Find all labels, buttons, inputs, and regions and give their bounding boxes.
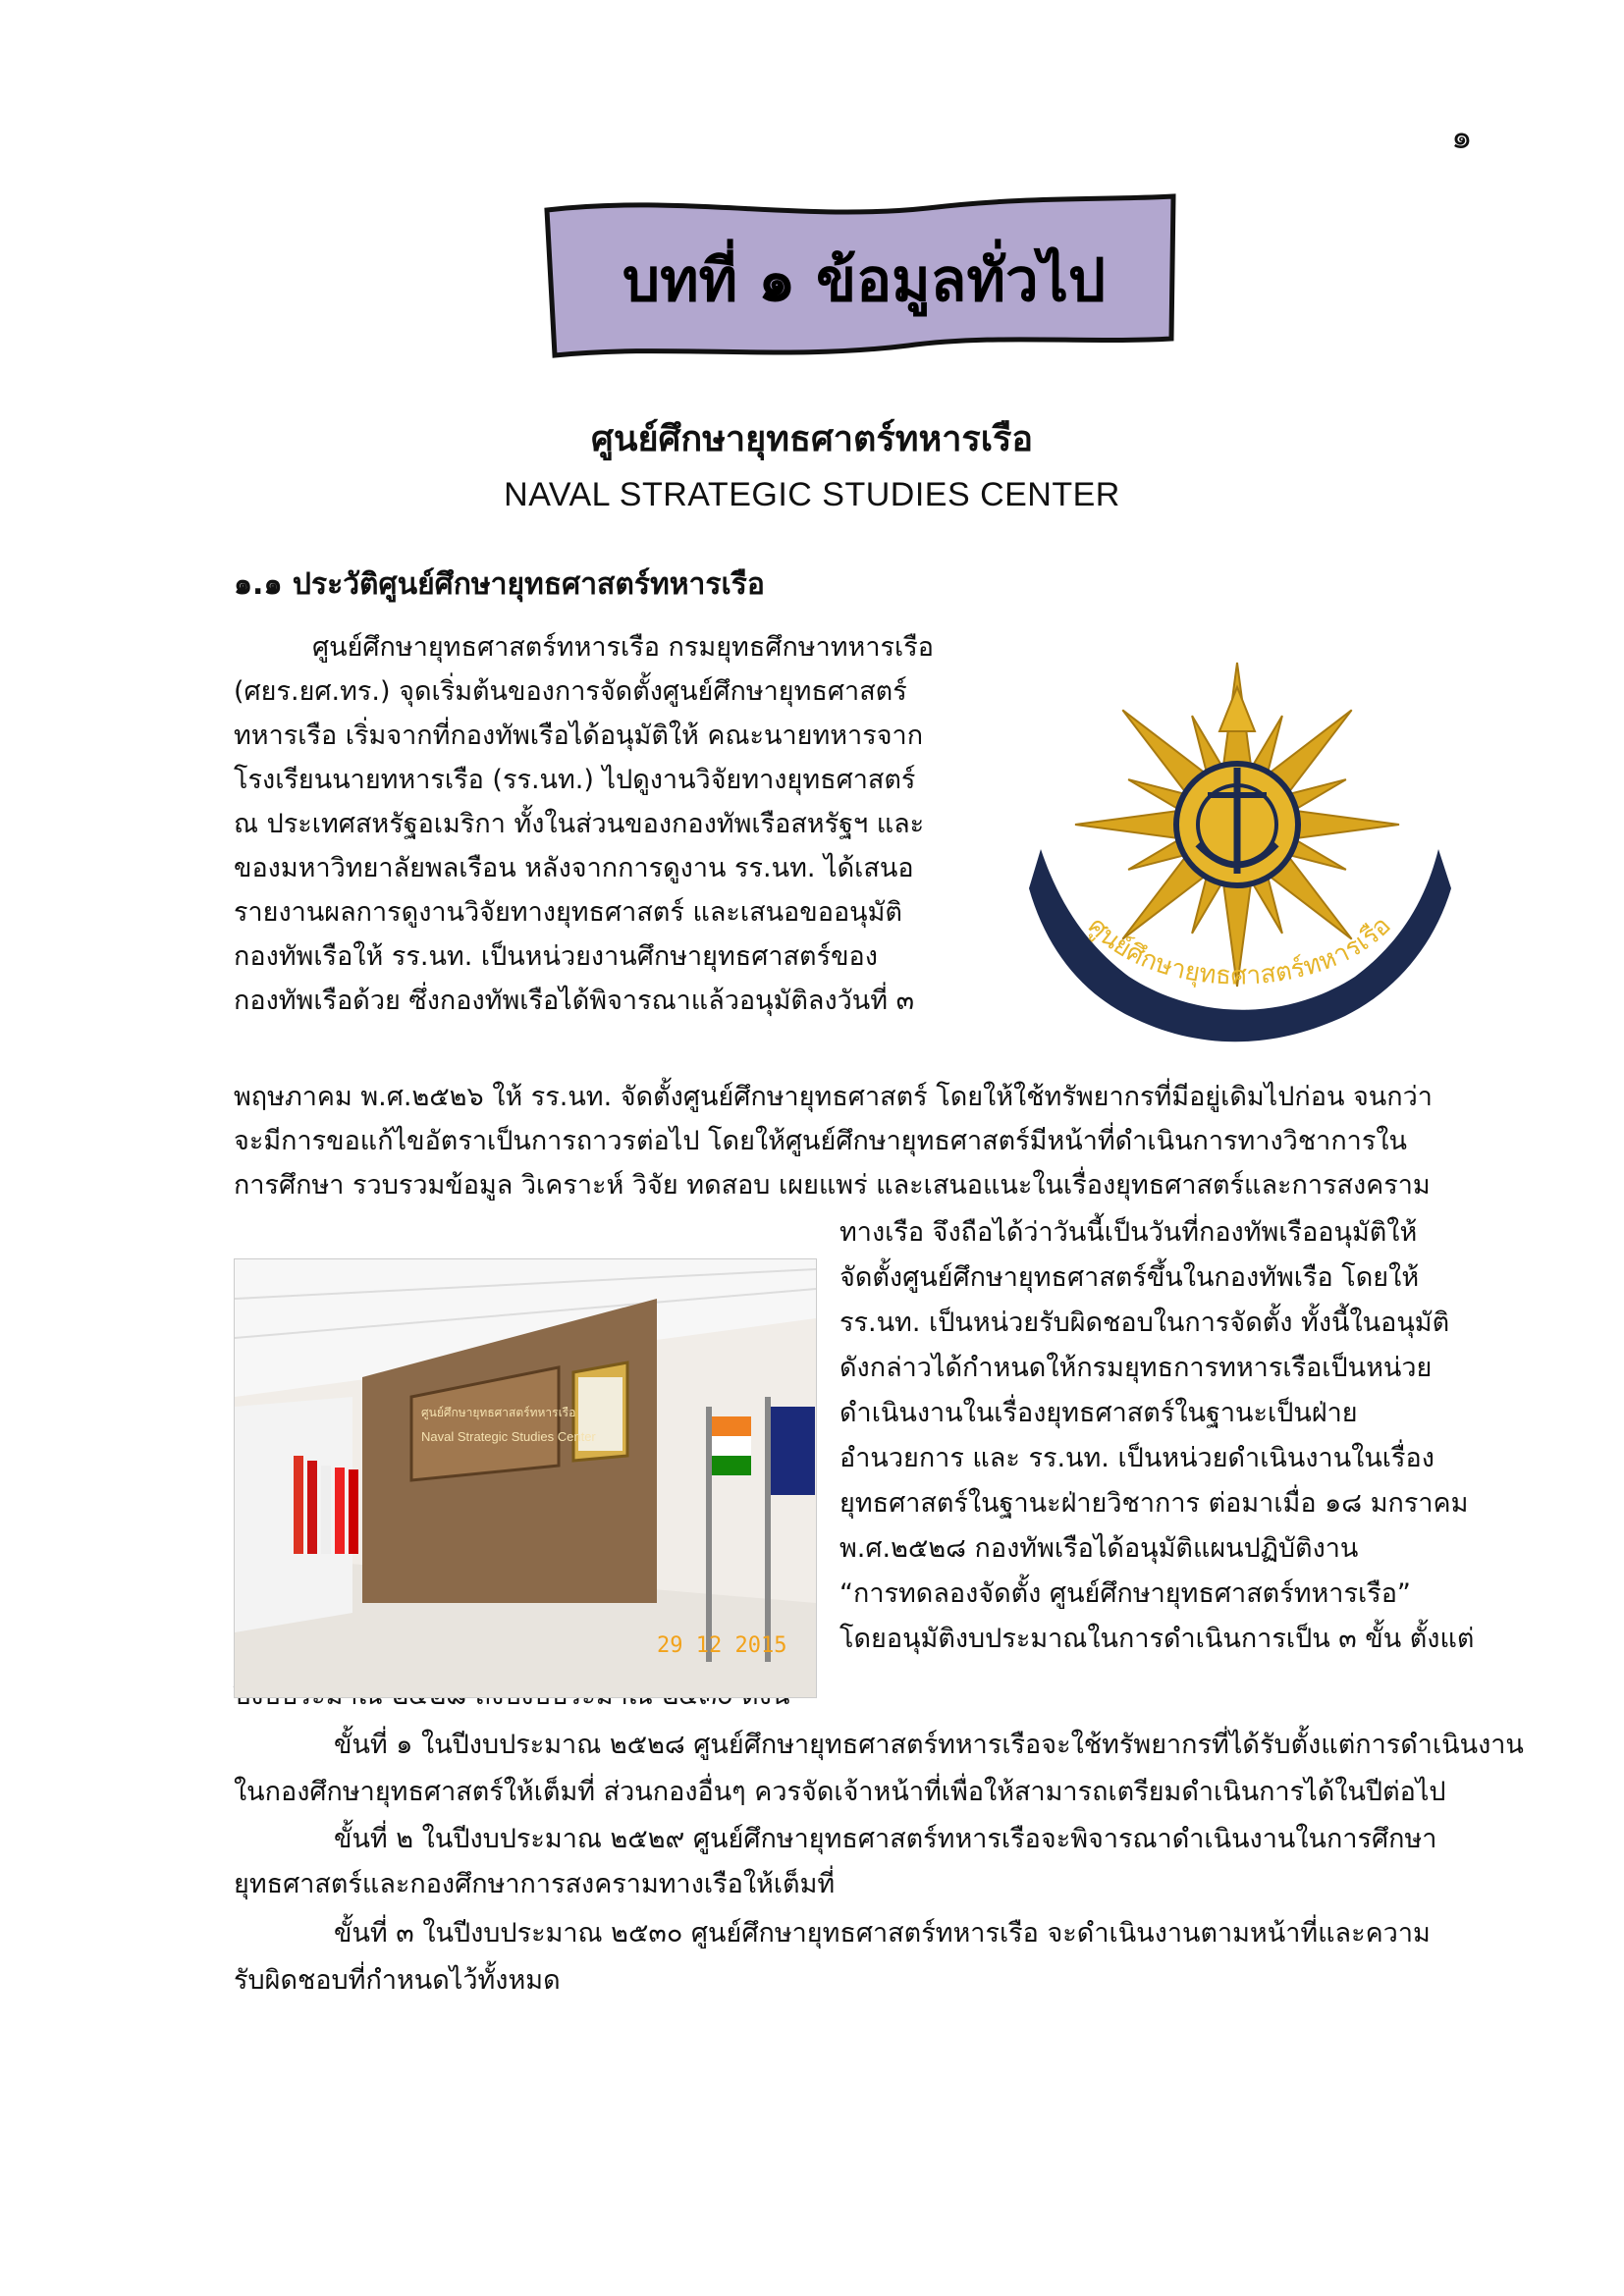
org-name-thai: ศูนย์ศึกษายุทธศาตร์ทหารเรือ [591, 419, 1033, 459]
body-line: ดำเนินงานในเรื่องยุทธศาสตร์ในฐานะเป็นฝ่าย [839, 1398, 1358, 1428]
body-line: รร.นท. เป็นหน่วยรับผิดชอบในการจัดตั้ง ทั้งนี้ในอนุมัติ [839, 1308, 1450, 1338]
body-line: อำนวยการ และ รร.นท. เป็นหน่วยดำเนินงานในเรื่อง [839, 1443, 1435, 1473]
body-line: ขั้นที่ ๒ ในปีงบประมาณ ๒๕๒๙ ศูนย์ศึกษายุทธศาสตร์ทหารเรือจะพิจารณาดำเนินงานในการศึกษา [334, 1824, 1437, 1854]
chapter-title-banner [535, 187, 1193, 368]
org-name-english: NAVAL STRATEGIC STUDIES CENTER [504, 476, 1120, 513]
body-line: พฤษภาคม พ.ศ.๒๕๒๖ ให้ รร.นท. จัดตั้งศูนย์ศึกษายุทธศาสตร์ โดยให้ใช้ทรัพยากรที่มีอยู่เดิมไปก่อน จนกว่า [234, 1082, 1433, 1112]
photo-sign-thai: ศูนย์ศึกษายุทธศาสตร์ทหารเรือ [421, 1406, 576, 1419]
body-line: ขั้นที่ ๑ ในปีงบประมาณ ๒๕๒๘ ศูนย์ศึกษายุทธศาสตร์ทหารเรือจะใช้ทรัพยากรที่ได้รับตั้งแต่การดำเนินงาน [334, 1730, 1524, 1760]
body-line: รายงานผลการดูงานวิจัยทางยุทธศาสตร์ และเสนอขออนุมัติ [234, 897, 902, 928]
body-line: ทหารเรือ เริ่มจากที่กองทัพเรือได้อนุมัติให้ คณะนายทหารจาก [234, 721, 924, 751]
body-line: กองทัพเรือด้วย ซึ่งกองทัพเรือได้พิจารณาแล้วอนุมัติลงวันที่ ๓ [234, 986, 915, 1016]
body-line: กองทัพเรือให้ รร.นท. เป็นหน่วยงานศึกษายุทธศาสตร์ของ [234, 941, 878, 972]
body-line: ในกองศึกษายุทธศาสตร์ให้เต็มที่ ส่วนกองอื่นๆ ควรจัดเจ้าหน้าที่เพื่อให้สามารถเตรียมดำเนินการได้ในปีต่อไป [234, 1777, 1446, 1807]
body-line: “การทดลองจัดตั้ง ศูนย์ศึกษายุทธศาสตร์ทหารเรือ” [839, 1578, 1411, 1609]
body-line: พ.ศ.๒๕๒๘ กองทัพเรือได้อนุมัติแผนปฏิบัติงาน [839, 1533, 1359, 1564]
page-number: ๑ [1451, 118, 1473, 157]
body-line: จะมีการขอแก้ไขอัตราเป็นการถาวรต่อไป โดยให้ศูนย์ศึกษายุทธศาสตร์มีหน้าที่ดำเนินการทางวิชาการใน [234, 1126, 1407, 1156]
body-line: ทางเรือ จึงถือได้ว่าวันนี้เป็นวันที่กองทัพเรืออนุมัติให้ [839, 1217, 1418, 1248]
building-photo [234, 1258, 817, 1698]
photo-sign-english: Naval Strategic Studies Center [421, 1429, 596, 1444]
photo-date-stamp: 29 12 2015 [657, 1633, 787, 1658]
body-line: ยุทธศาสตร์ในฐานะฝ่ายวิชาการ ต่อมาเมื่อ ๑๘ มกราคม [839, 1488, 1469, 1519]
body-line: ณ ประเทศสหรัฐอเมริกา ทั้งในส่วนของกองทัพเรือสหรัฐฯ และ [234, 809, 925, 839]
section-heading: ๑.๑ ประวัติศูนย์ศึกษายุทธศาสตร์ทหารเรือ [234, 567, 765, 602]
body-line: ดังกล่าวได้กำหนดให้กรมยุทธการทหารเรือเป็นหน่วย [839, 1353, 1433, 1383]
body-line: รับผิดชอบที่กำหนดไว้ทั้งหมด [234, 1965, 561, 1996]
body-line: ยุทธศาสตร์และกองศึกษาการสงครามทางเรือให้เต็มที่ [234, 1869, 836, 1899]
body-line: โรงเรียนนายทหารเรือ (รร.นท.) ไปดูงานวิจัยทางยุทธศาสตร์ [234, 765, 916, 795]
flags [294, 1456, 358, 1554]
body-line: จัดตั้งศูนย์ศึกษายุทธศาสตร์ขึ้นในกองทัพเรือ โดยให้ [839, 1262, 1420, 1293]
body-line: ศูนย์ศึกษายุทธศาสตร์ทหารเรือ กรมยุทธศึกษาทหารเรือ [312, 632, 934, 663]
body-line: (ศยร.ยศ.ทร.) จุดเริ่มต้นของการจัดตั้งศูนย์ศึกษายุทธศาสตร์ [234, 676, 907, 707]
body-line: โดยอนุมัติงบประมาณในการดำเนินการเป็น ๓ ขั้น ตั้งแต่ [839, 1624, 1475, 1654]
emblem-ribbon-text: ศูนย์ศึกษายุทธศาสตร์ทหารเรือ [1081, 911, 1397, 991]
body-line: ของมหาวิทยาลัยพลเรือน หลังจากการดูงาน รร.นท. ได้เสนอ [234, 853, 914, 883]
chapter-title: บทที่ ๑ ข้อมูลทั่วไป [623, 246, 1106, 315]
naval-emblem-logo [1021, 653, 1453, 1065]
body-line: ขั้นที่ ๓ ในปีงบประมาณ ๒๕๓๐ ศูนย์ศึกษายุทธศาสตร์ทหารเรือ จะดำเนินงานตามหน้าที่และความ [334, 1918, 1431, 1949]
body-line: การศึกษา รวบรวมข้อมูล วิเคราะห์ วิจัย ทดสอบ เผยแพร่ และเสนอแนะในเรื่องยุทธศาสตร์และการสงคราม [234, 1170, 1431, 1201]
